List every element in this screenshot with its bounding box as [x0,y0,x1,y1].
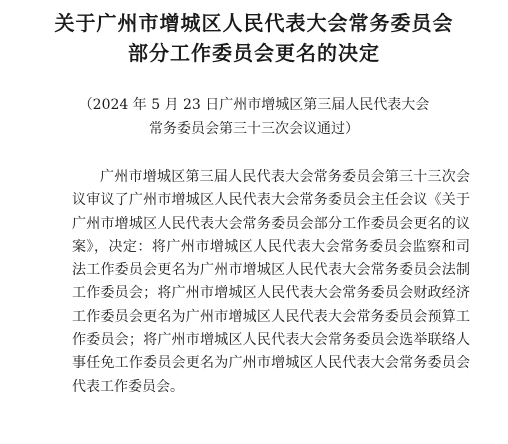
adoption-note-line-2: 常务委员会第三十三次会议通过） [149,121,359,137]
document-title-line-1: 关于广州市增城区人民代表大会常务委员会 [54,11,454,35]
decision-body-paragraph: 广州市增城区第三届人民代表大会常务委员会第三十三次会议审议了广州市增城区人民代表大会常务委员会主任会议《关于广州市增城区人民代表大会常务委员会部分工作委员会更名的议案》，决定：将广州市增城区人民代表大会常务委员会监察和司法工作委员会更名为广州市增城区人民代表大会常务委员会法制工作委员会；将广州市增城区人民代表大会常务委员会财政经济工作委员会更名为广州市增城区人民代表大会常务委员会预算工作委员会；将广州市增城区人民代表大会常务委员会选举联络人事任免工作委员会更名为广州市增城区人民代表大会常务委员会代表工作委员会。 [72,169,470,395]
adoption-note-line-1: （2024 年 5 月 23 日广州市增城区第三届人民代表大会 [78,97,430,113]
document-title-line-2: 部分工作委员会更名的决定 [128,41,380,65]
